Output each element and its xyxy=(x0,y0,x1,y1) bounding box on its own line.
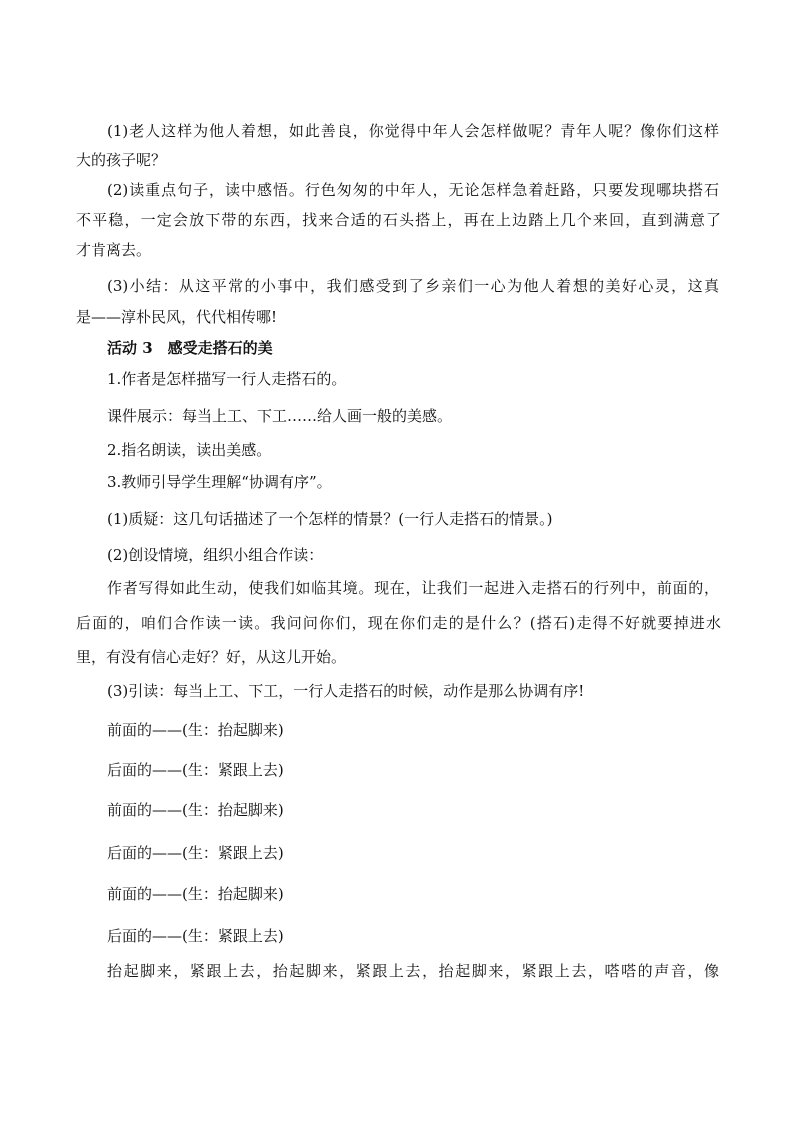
paragraph-line: 大的孩子呢？ xyxy=(76,151,167,169)
dialogue-line: 前面的——(生：抬起脚来) xyxy=(107,721,284,739)
paragraph-line: (1)质疑：这几句话描述了一个怎样的情景？(一行人走搭石的情景。) xyxy=(107,510,553,528)
paragraph-line: 抬起脚来，紧跟上去，抬起脚来，紧跟上去，抬起脚来，紧跟上去，嗒嗒的声音，像 xyxy=(107,962,719,980)
paragraph-line: 1.作者是怎样描写一行人走搭石的。 xyxy=(107,370,347,388)
paragraph-line: 里，有没有信心走好？好，从这儿开始。 xyxy=(76,648,347,666)
dialogue-line: 前面的——(生：抬起脚来) xyxy=(107,885,284,903)
paragraph-line: (2)创设情境，组织小组合作读： xyxy=(107,546,324,564)
dialogue-line: 后面的——(生：紧跟上去) xyxy=(107,927,284,945)
paragraph-line: 后面的，咱们合作读一读。我问问你们，现在你们走的是什么？(搭石)走得不好就要掉进水 xyxy=(76,614,721,632)
paragraph-line: 课件展示：每当上工、下工……给人画一般的美感。 xyxy=(107,407,453,425)
paragraph-line: 不平稳，一定会放下带的东西，找来合适的石头搭上，再在上边踏上几个来回，直到满意了 xyxy=(76,211,721,229)
paragraph-line: (3)引读：每当上工、下工，一行人走搭石的时候，动作是那么协调有序! xyxy=(107,682,585,700)
paragraph-line: 3.教师引导学生理解“协调有序”。 xyxy=(107,473,332,491)
paragraph-line: (1)老人这样为他人着想，如此善良，你觉得中年人会怎样做呢？青年人呢？像你们这样 xyxy=(107,122,719,140)
paragraph-line: 2.指名朗读，读出美感。 xyxy=(107,441,272,459)
paragraph-line: 才肯离去。 xyxy=(76,241,152,259)
section-heading: 活动 3 感受走搭石的美 xyxy=(107,339,273,357)
dialogue-line: 前面的——(生：抬起脚来) xyxy=(107,801,284,819)
dialogue-line: 后面的——(生：紧跟上去) xyxy=(107,844,284,862)
paragraph-line: (2)读重点句子，读中感悟。行色匆匆的中年人，无论怎样急着赶路，只要发现哪块搭石 xyxy=(107,181,719,199)
paragraph-line: 作者写得如此生动，使我们如临其境。现在，让我们一起进入走搭石的行列中，前面的， xyxy=(107,579,719,597)
dialogue-line: 后面的——(生：紧跟上去) xyxy=(107,761,284,779)
paragraph-line: (3)小结：从这平常的小事中，我们感受到了乡亲们一心为他人着想的美好心灵，这真 xyxy=(107,277,719,295)
paragraph-line: 是——淳朴民风，代代相传哪! xyxy=(76,308,278,326)
